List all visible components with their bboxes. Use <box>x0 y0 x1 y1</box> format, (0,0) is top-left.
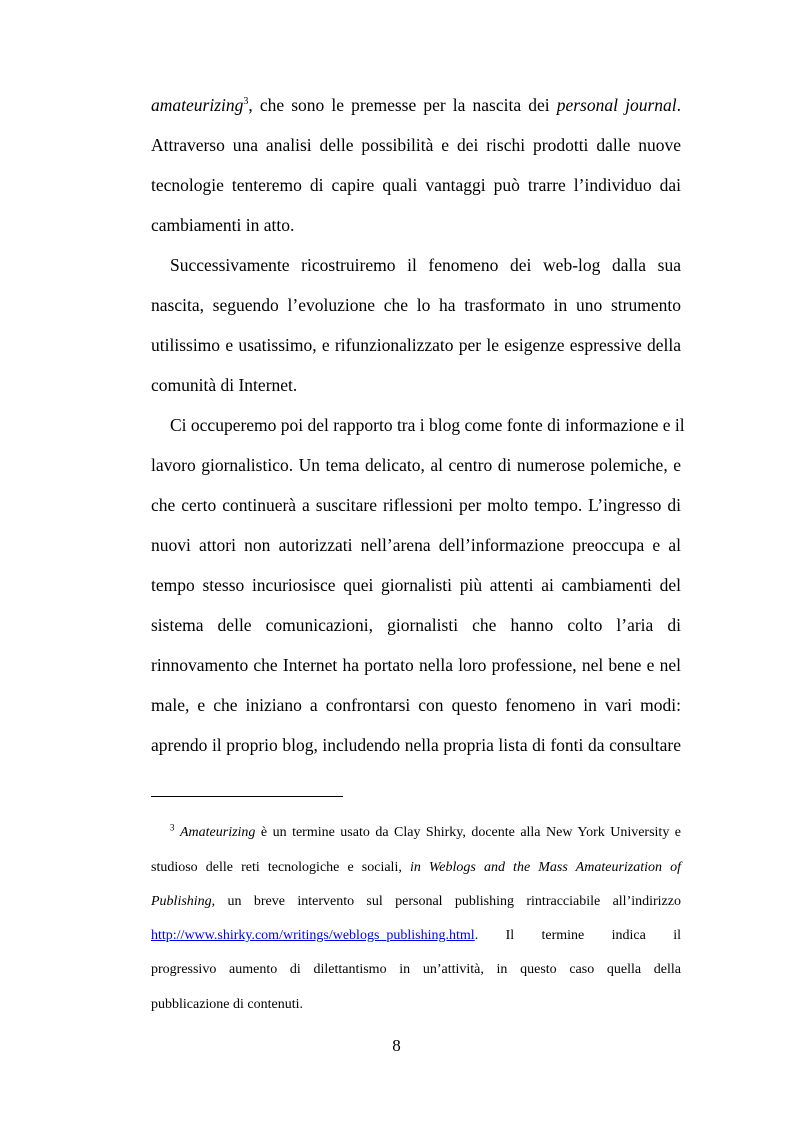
body-line: nuovi attori non autorizzati nell’arena dell’informazione preoccupa e al <box>151 535 681 555</box>
body-line: tecnologie tenteremo di capire quali vantaggi può trarre l’individuo dai <box>151 175 681 195</box>
footnote-line: studioso delle reti tecnologiche e sociali, in Weblogs and the Mass Amateurization of <box>151 860 681 875</box>
body-line: Ci occuperemo poi del rapporto tra i blog come fonte di informazione e il <box>170 415 685 435</box>
footnote-line: $^3$ Amateurizing è un termine usato da Clay Shirky, docente alla New York University e <box>170 822 682 840</box>
body-line: Attraverso una analisi delle possibilità e dei rischi prodotti dalle nuove <box>151 135 681 155</box>
footnote-separator <box>151 796 343 797</box>
body-line: rinnovamento che Internet ha portato nella loro professione, nel bene e nel <box>151 655 681 675</box>
italic-term: personal journal <box>556 95 677 115</box>
italic-term: Amateurizing <box>179 825 256 840</box>
footnote-number: 3 <box>170 822 175 833</box>
italic-term: amateurizing <box>151 95 244 115</box>
footnote-line: progressivo aumento di dilettantismo in un’attività, in questo caso quella della <box>151 962 681 977</box>
footnote-reference: 3 <box>243 96 249 108</box>
page-number: 8 <box>392 1036 401 1055</box>
footnote-line: pubblicazione di contenuti. <box>151 997 304 1012</box>
body-line: cambiamenti in atto. <box>151 215 295 235</box>
body-line: che certo continuerà a suscitare riflessioni per molto tempo. L’ingresso di <box>151 495 681 515</box>
body-line: comunità di Internet. <box>151 375 298 395</box>
body-line: male, e che iniziano a confrontarsi con questo fenomeno in vari modi: <box>151 695 681 715</box>
italic-title: in Weblogs and the Mass Amateurization of <box>409 860 681 875</box>
italic-title: Publishing <box>151 894 212 909</box>
footnote-line: Publishing, un breve intervento sul personal publishing rintracciabile all’indirizzo <box>151 894 681 909</box>
body-line: utilissimo e usatissimo, e rifunzionalizzato per le esigenze espressive della <box>151 335 681 355</box>
body-line: nascita, seguendo l’evoluzione che lo ha trasformato in uno strumento <box>151 295 681 315</box>
footnote-url-link[interactable]: http://www.shirky.com/writings/weblogs_publishing.html <box>151 928 475 943</box>
body-line: lavoro giornalistico. Un tema delicato, al centro di numerose polemiche, e <box>151 455 681 475</box>
body-line: Successivamente ricostruiremo il fenomeno dei web-log dalla sua <box>170 255 681 275</box>
body-line: sistema delle comunicazioni, giornalisti che hanno colto l’aria di <box>151 615 681 635</box>
body-line: tempo stesso incuriosisce quei giornalisti più attenti ai cambiamenti del <box>151 575 681 595</box>
footnote-line: http://www.shirky.com/writings/weblogs_publishing.html. Il termine indica il <box>151 928 681 943</box>
body-line: amateurizing$^3$, che sono le premesse per la nascita dei personal journal. <box>151 95 681 115</box>
body-line: aprendo il proprio blog, includendo nella propria lista di fonti da consultare <box>151 735 681 755</box>
